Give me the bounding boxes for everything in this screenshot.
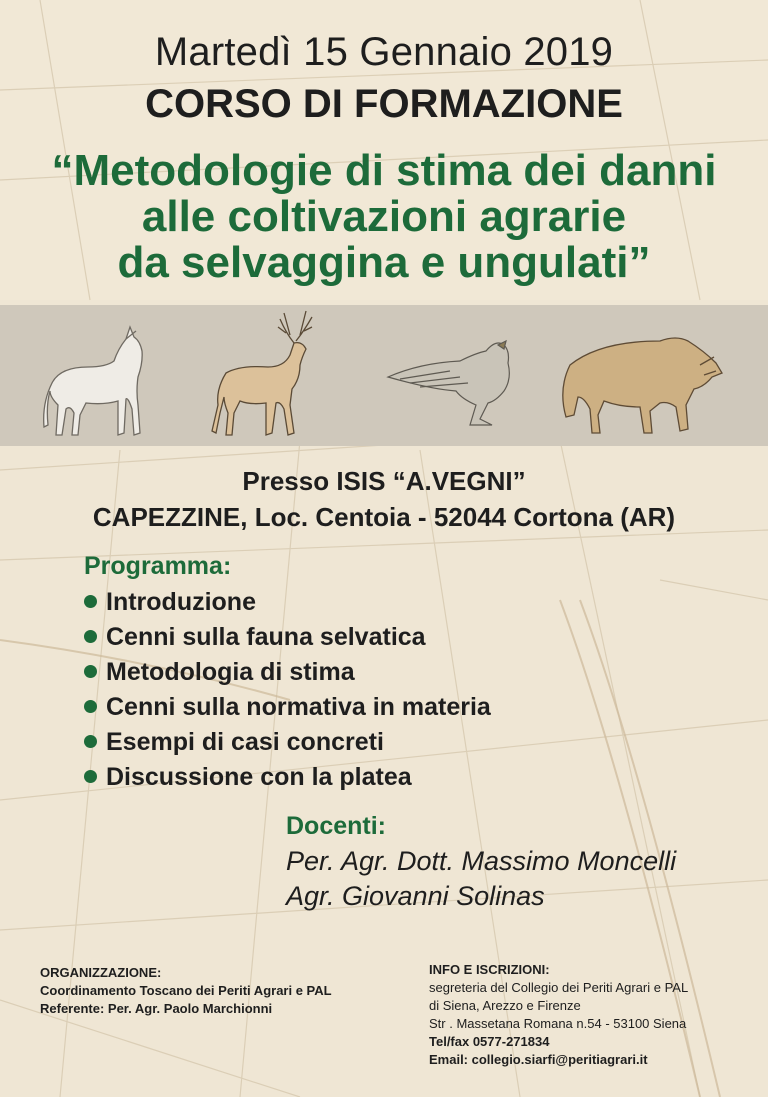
program-item: Metodologia di stima [84,657,491,692]
info-heading: INFO E ISCRIZIONI: [429,962,550,977]
program-heading: Programma: [84,552,232,580]
organization-block [40,964,332,1018]
info-email[interactable]: Email: collegio.siarfi@peritiagrari.it [429,1052,648,1067]
info-line-3: Str . Massetana Romana n.54 - 53100 Siena [429,1016,687,1031]
venue-line-2: CAPEZZINE, Loc. Centoia - 52044 Cortona (AR) [92,502,676,532]
organization-line-2: Referente: Per. Agr. Paolo Marchionni [40,1001,273,1016]
program-item: Esempi di casi concreti [84,727,491,762]
wild-boar-icon [563,338,722,433]
event-date: Martedì 15 Gennaio 2019 [154,30,614,74]
animals-band [0,305,768,446]
deer-icon [212,311,312,435]
organization-line-1: Coordinamento Toscano dei Periti Agrari e PAL [40,983,332,998]
bullet-icon [84,630,97,643]
bullet-icon [84,595,97,608]
course-heading: CORSO DI FORMAZIONE [145,82,623,126]
course-title-line-2: alle coltivazioni agrarie [141,192,627,241]
program-item: Cenni sulla fauna selvatica [84,622,491,657]
bird-of-prey-icon [388,341,509,425]
program-item: Cenni sulla normativa in materia [84,692,491,727]
bullet-icon [84,700,97,713]
bullet-icon [84,665,97,678]
program-item: Discussione con la platea [84,762,491,797]
program-item: Introduzione [84,587,491,622]
course-title-line-1: “Metodologie di stima dei danni [51,146,717,195]
info-block [429,961,688,1069]
teacher-name-2: Agr. Giovanni Solinas [286,881,545,911]
teacher-name-1: Per. Agr. Dott. Massimo Moncelli [286,846,677,876]
info-phone: Tel/fax 0577-271834 [429,1034,550,1049]
program-list [84,587,491,797]
bullet-icon [84,770,97,783]
wolf-icon [44,327,143,435]
bullet-icon [84,735,97,748]
info-line-1: segreteria del Collegio dei Periti Agrari e PAL [429,980,689,995]
teachers-heading: Docenti: [286,812,386,840]
organization-heading: ORGANIZZAZIONE: [40,965,162,980]
course-title-line-3: da selvaggina e ungulati” [117,238,651,287]
info-line-2: di Siena, Arezzo e Firenze [429,998,581,1013]
venue-line-1: Presso ISIS “A.VEGNI” [242,466,526,496]
